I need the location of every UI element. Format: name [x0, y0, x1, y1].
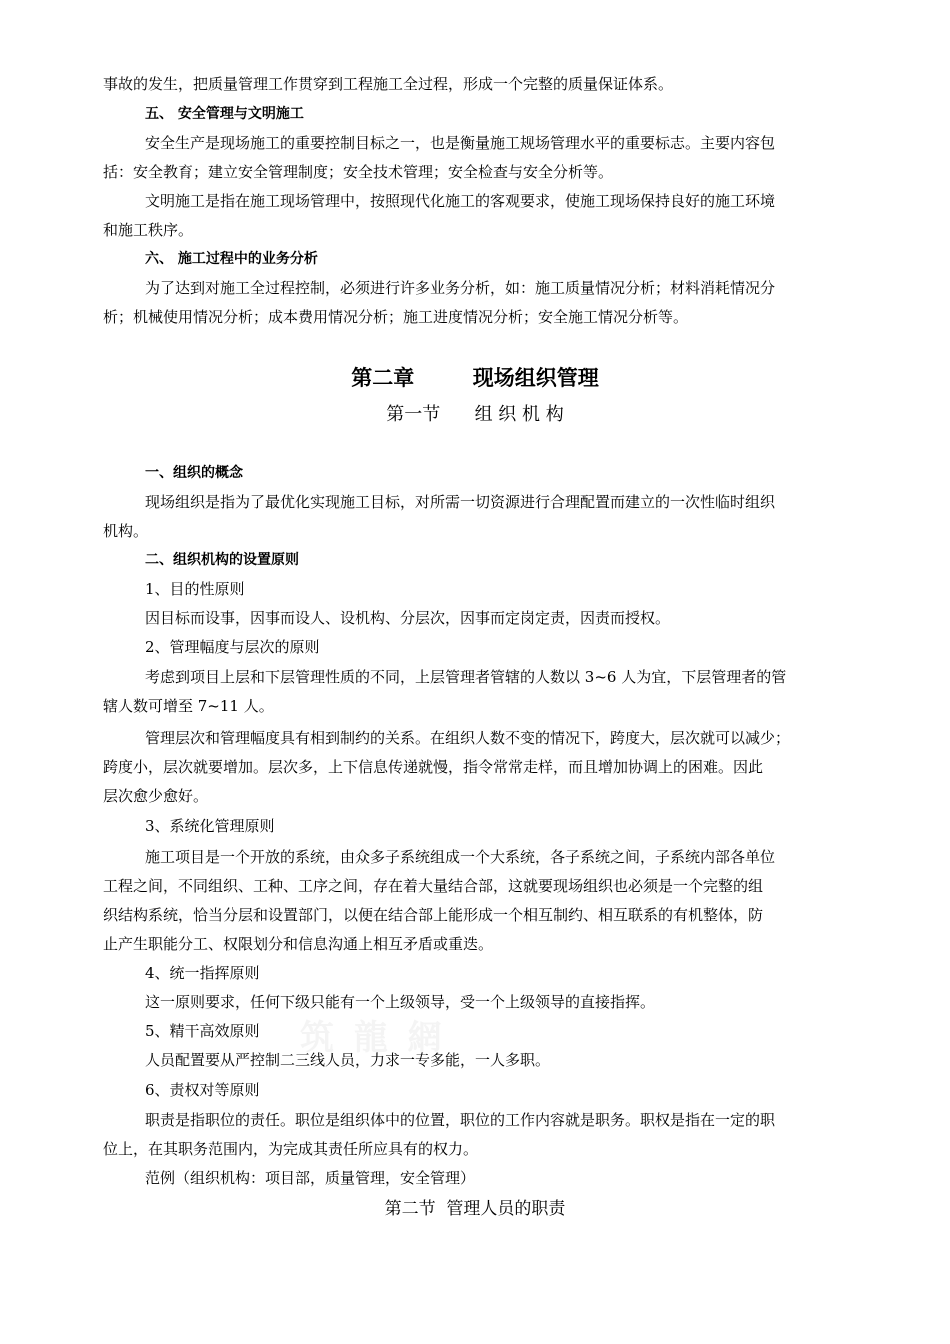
heading-analysis: 六、 施工过程中的业务分析: [145, 251, 318, 267]
paragraph-line: 现场组织是指为了最优化实现施工目标，对所需一切资源进行合理配置而建立的一次性临时组织: [145, 493, 776, 511]
subheading: 4、统一指挥原则: [145, 964, 260, 982]
paragraph-line: 这一原则要求，任何下级只能有一个上级领导，受一个上级领导的直接指挥。: [145, 993, 656, 1011]
subheading: 6、责权对等原则: [145, 1081, 260, 1099]
paragraph-line: 止产生职能分工、权限划分和信息沟通上相互矛盾或重迭。: [103, 935, 494, 953]
paragraph-line: 括：安全教育；建立安全管理制度；安全技术管理；安全检查与安全分析等。: [103, 163, 614, 181]
paragraph-line: 因目标而设事，因事而设人、设机构、分层次，因事而定岗定责，因责而授权。: [145, 609, 671, 627]
paragraph-line: 文明施工是指在施工现场管理中，按照现代化施工的客观要求，使施工现场保持良好的施工环境: [145, 192, 776, 210]
paragraph-line: 织结构系统，恰当分层和设置部门，以便在结合部上能形成一个相互制约、相互联系的有机整体，防: [103, 906, 764, 924]
example-line: 范例（组织机构：项目部，质量管理，安全管理）: [145, 1169, 476, 1187]
subheading: 3、系统化管理原则: [145, 817, 275, 835]
paragraph-line: 为了达到对施工全过程控制，必须进行许多业务分析，如：施工质量情况分析；材料消耗情况分: [145, 279, 776, 297]
heading-safety: 五、 安全管理与文明施工: [145, 106, 304, 122]
paragraph-line: 和施工秩序。: [103, 221, 194, 239]
paragraph-line: 位上，在其职务范围内，为完成其责任所应具有的权力。: [103, 1140, 479, 1158]
subheading: 2、管理幅度与层次的原则: [145, 638, 320, 656]
paragraph-line: 人员配置要从严控制二三线人员，力求一专多能，一人多职。: [145, 1051, 551, 1069]
section-title: 第一节 组 织 机 构: [386, 404, 564, 425]
watermark: 筑 龍 網: [300, 1018, 446, 1058]
paragraph-line: 安全生产是现场施工的重要控制目标之一，也是衡量施工规场管理水平的重要标志。主要内容包: [145, 134, 776, 152]
paragraph-line: 机构。: [103, 522, 149, 540]
paragraph-line: 跨度小，层次就要增加。层次多，上下信息传递就慢，指令常常走样，而且增加协调上的困难。因此: [103, 758, 764, 776]
paragraph-line: 工程之间，不同组织、工种、工序之间，存在着大量结合部，这就要现场组织也必须是一个完整的组: [103, 877, 764, 895]
paragraph-line: 事故的发生，把质量管理工作贯穿到工程施工全过程，形成一个完整的质量保证体系。: [103, 75, 674, 93]
paragraph-line: 职责是指职位的责任。职位是组织体中的位置，职位的工作内容就是职务。职权是指在一定的职: [145, 1111, 776, 1129]
paragraph-line: 辖人数可增至 7~11 人。: [103, 697, 274, 715]
paragraph-line: 管理层次和管理幅度具有相到制约的关系。在组织人数不变的情况下，跨度大，层次就可以减少；: [145, 729, 791, 747]
paragraph-line: 析；机械使用情况分析；成本费用情况分析；施工进度情况分析；安全施工情况分析等。: [103, 308, 689, 326]
section-title: 第二节 管理人员的职责: [384, 1199, 566, 1219]
heading-org-concept: 一、组织的概念: [145, 465, 243, 481]
paragraph-line: 层次愈少愈好。: [103, 787, 209, 805]
subheading: 1、目的性原则: [145, 580, 245, 598]
heading-org-principles: 二、组织机构的设置原则: [145, 552, 299, 568]
chapter-title: 第二章 现场组织管理: [351, 366, 599, 390]
subheading: 5、精干高效原则: [145, 1022, 260, 1040]
paragraph-line: 施工项目是一个开放的系统，由众多子系统组成一个大系统，各子系统之间，子系统内部各单位: [145, 848, 776, 866]
paragraph-line: 考虑到项目上层和下层管理性质的不同，上层管理者管辖的人数以 3~6 人为宜，下层管理者的管: [145, 668, 787, 686]
